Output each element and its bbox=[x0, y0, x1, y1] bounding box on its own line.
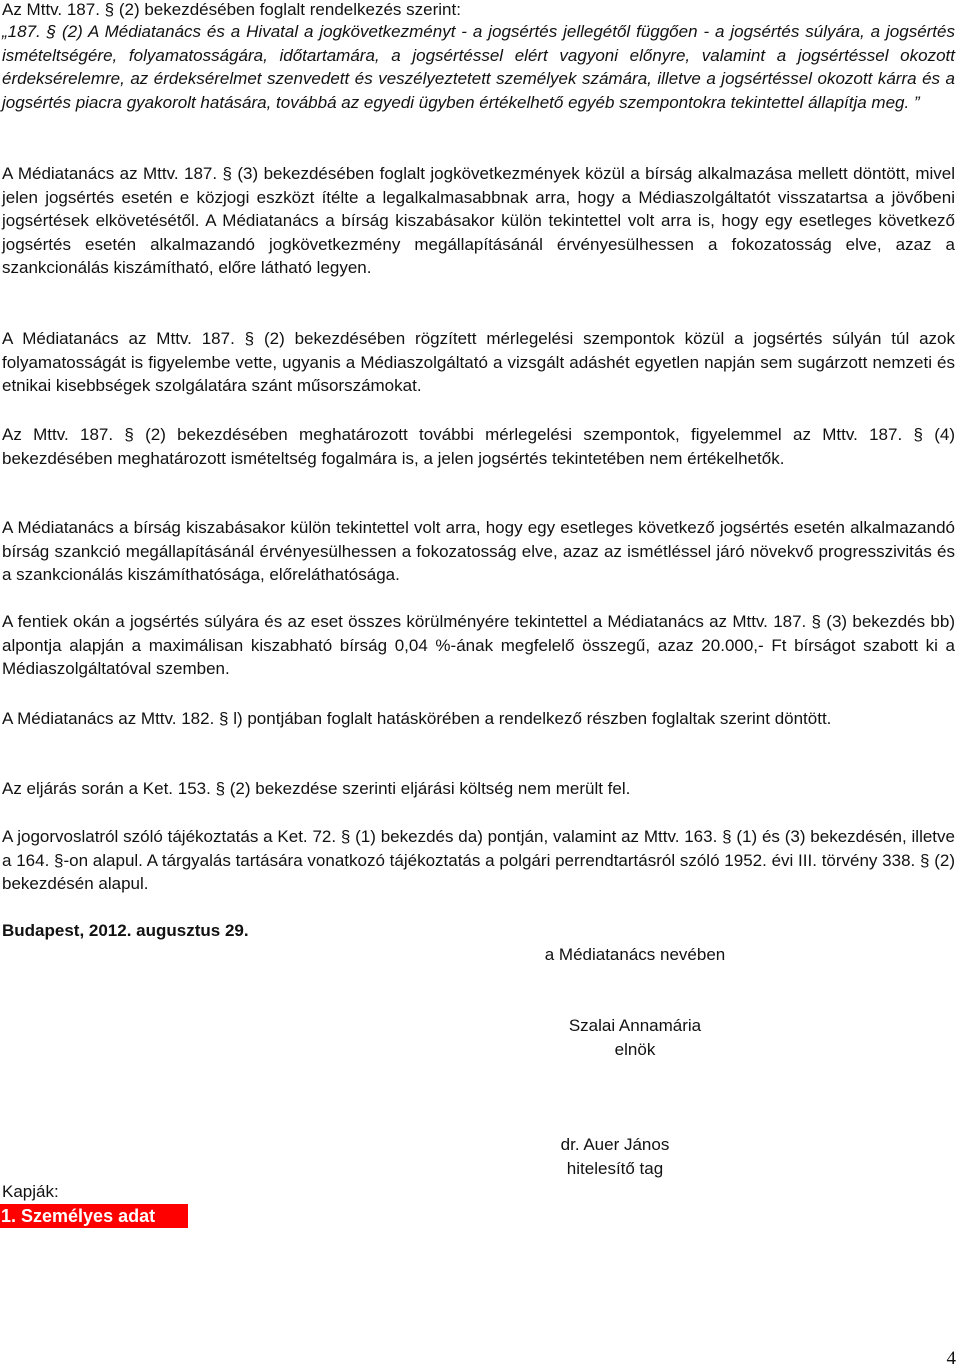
recipients-label: Kapják: bbox=[2, 1182, 59, 1201]
place-and-date: Budapest, 2012. augusztus 29. bbox=[2, 921, 249, 940]
intro-line: Az Mttv. 187. § (2) bekezdésében foglalt rendelkezés szerint: bbox=[2, 0, 461, 19]
paragraph-consideration: A Médiatanács az Mttv. 187. § (2) bekezdésében rögzített mérlegelési szempontok közül a jogsértés súlyán túl azok folyamatosságát is figyelembe vette, ugyanis a Médiaszolgáltató a vizsgált adáshét egyetlen napján sem sugárzott nemzeti és etnikai kisebbségek szolgálatára szánt műsorszámokat. bbox=[2, 329, 955, 395]
paragraph-fine-amount: A fentiek okán a jogsértés súlyára és az eset összes körülményére tekintettel a Médiatanács az Mttv. 187. § (3) bekezdés bb) alpontja alapján a maximálisan kiszabható bírság 0,04 %-ának megfelelő összegű, azaz 20.000,- Ft bírságot szabott ki a Médiaszolgáltatóval szemben. bbox=[2, 612, 955, 678]
paragraph-costs: Az eljárás során a Ket. 153. § (2) bekezdése szerinti eljárási költség nem merült fel. bbox=[2, 779, 631, 798]
paragraph-competence: A Médiatanács az Mttv. 182. § l) pontjában foglalt hatáskörében a rendelkező részben foglaltak szerint döntött. bbox=[2, 709, 832, 728]
paragraph-sanction-choice: A Médiatanács az Mttv. 187. § (3) bekezdésében foglalt jogkövetkezmények közül a bírság alkalmazása mellett döntött, mivel jelen jogsértés esetén e közjogi eszközt ítélte a legalkalmasabbnak arra, hogy a Médiaszolgáltatót visszatartsa a jövőbeni jogsértések elkövetésétől. A Médiatanács a bírság kiszabásakor külön tekintettel volt arra is, hogy egy esetleges következő jogsértés esetén alkalmazandó jogkövetkezmény megállapításánál érvényesülhessen a fokozatosság elve, azaz a szankcionálás kiszámítható, előre látható legyen. bbox=[2, 164, 955, 277]
paragraph-further-aspects: Az Mttv. 187. § (2) bekezdésében meghatározott további mérlegelési szempontok, figyelemmel az Mttv. 187. § (4) bekezdésében meghatározott ismételtség fogalmára is, a jelen jogsértés tekintetében nem értékelhetők. bbox=[2, 425, 955, 468]
page-number: 4 bbox=[946, 1348, 956, 1369]
on-behalf-line: a Médiatanács nevében bbox=[544, 945, 726, 964]
redacted-recipient: 1. Személyes adat bbox=[0, 1204, 188, 1228]
paragraph-legal-remedy: A jogorvoslatról szóló tájékoztatás a Ket. 72. § (1) bekezdés da) pontján, valamint az Mttv. 163. § (1) és (3) bekezdésén, illetve a 164. §-on alapul. A tárgyalás tartására vonatkozó tájékoztatás a polgári perrendtartásról szóló 1952. évi III. törvény 338. § (2) bekezdésén alapul. bbox=[2, 827, 955, 893]
signer-member-role: hitelesítő tag bbox=[566, 1159, 664, 1178]
signer-member-name: dr. Auer János bbox=[560, 1135, 670, 1154]
quoted-legal-text: „187. § (2) A Médiatanács és a Hivatal a jogkövetkezményt - a jogsértés jellegétől függően - a jogsértés súlyára, a jogsértés ismételtségére, folyamatosságára, időtartamára, a jogsértéssel elért vagyoni előnyre, valamint a jogsértéssel okozott érdeksérelemre, az érdeksérelmet szenvedett és veszélyeztetett személyek számára, illetve a jogsértéssel okozott kárra és a jogsértés piacra gyakorolt hatására, továbbá az egyedi ügyben értékelhető egyéb szempontokra tekintettel állapítja meg. ” bbox=[2, 22, 955, 112]
paragraph-gradualism: A Médiatanács a bírság kiszabásakor külön tekintettel volt arra, hogy egy esetleges következő jogsértés esetén alkalmazandó bírság szankció megállapításánál érvényesülhessen a fokozatosság elve, azaz az ismétléssel járó növekvő progresszivitás és a szankcionálás kiszámíthatósága, előreláthatósága. bbox=[2, 518, 955, 584]
signer-chair-role: elnök bbox=[614, 1040, 656, 1059]
signer-chair-name: Szalai Annamária bbox=[568, 1016, 702, 1035]
